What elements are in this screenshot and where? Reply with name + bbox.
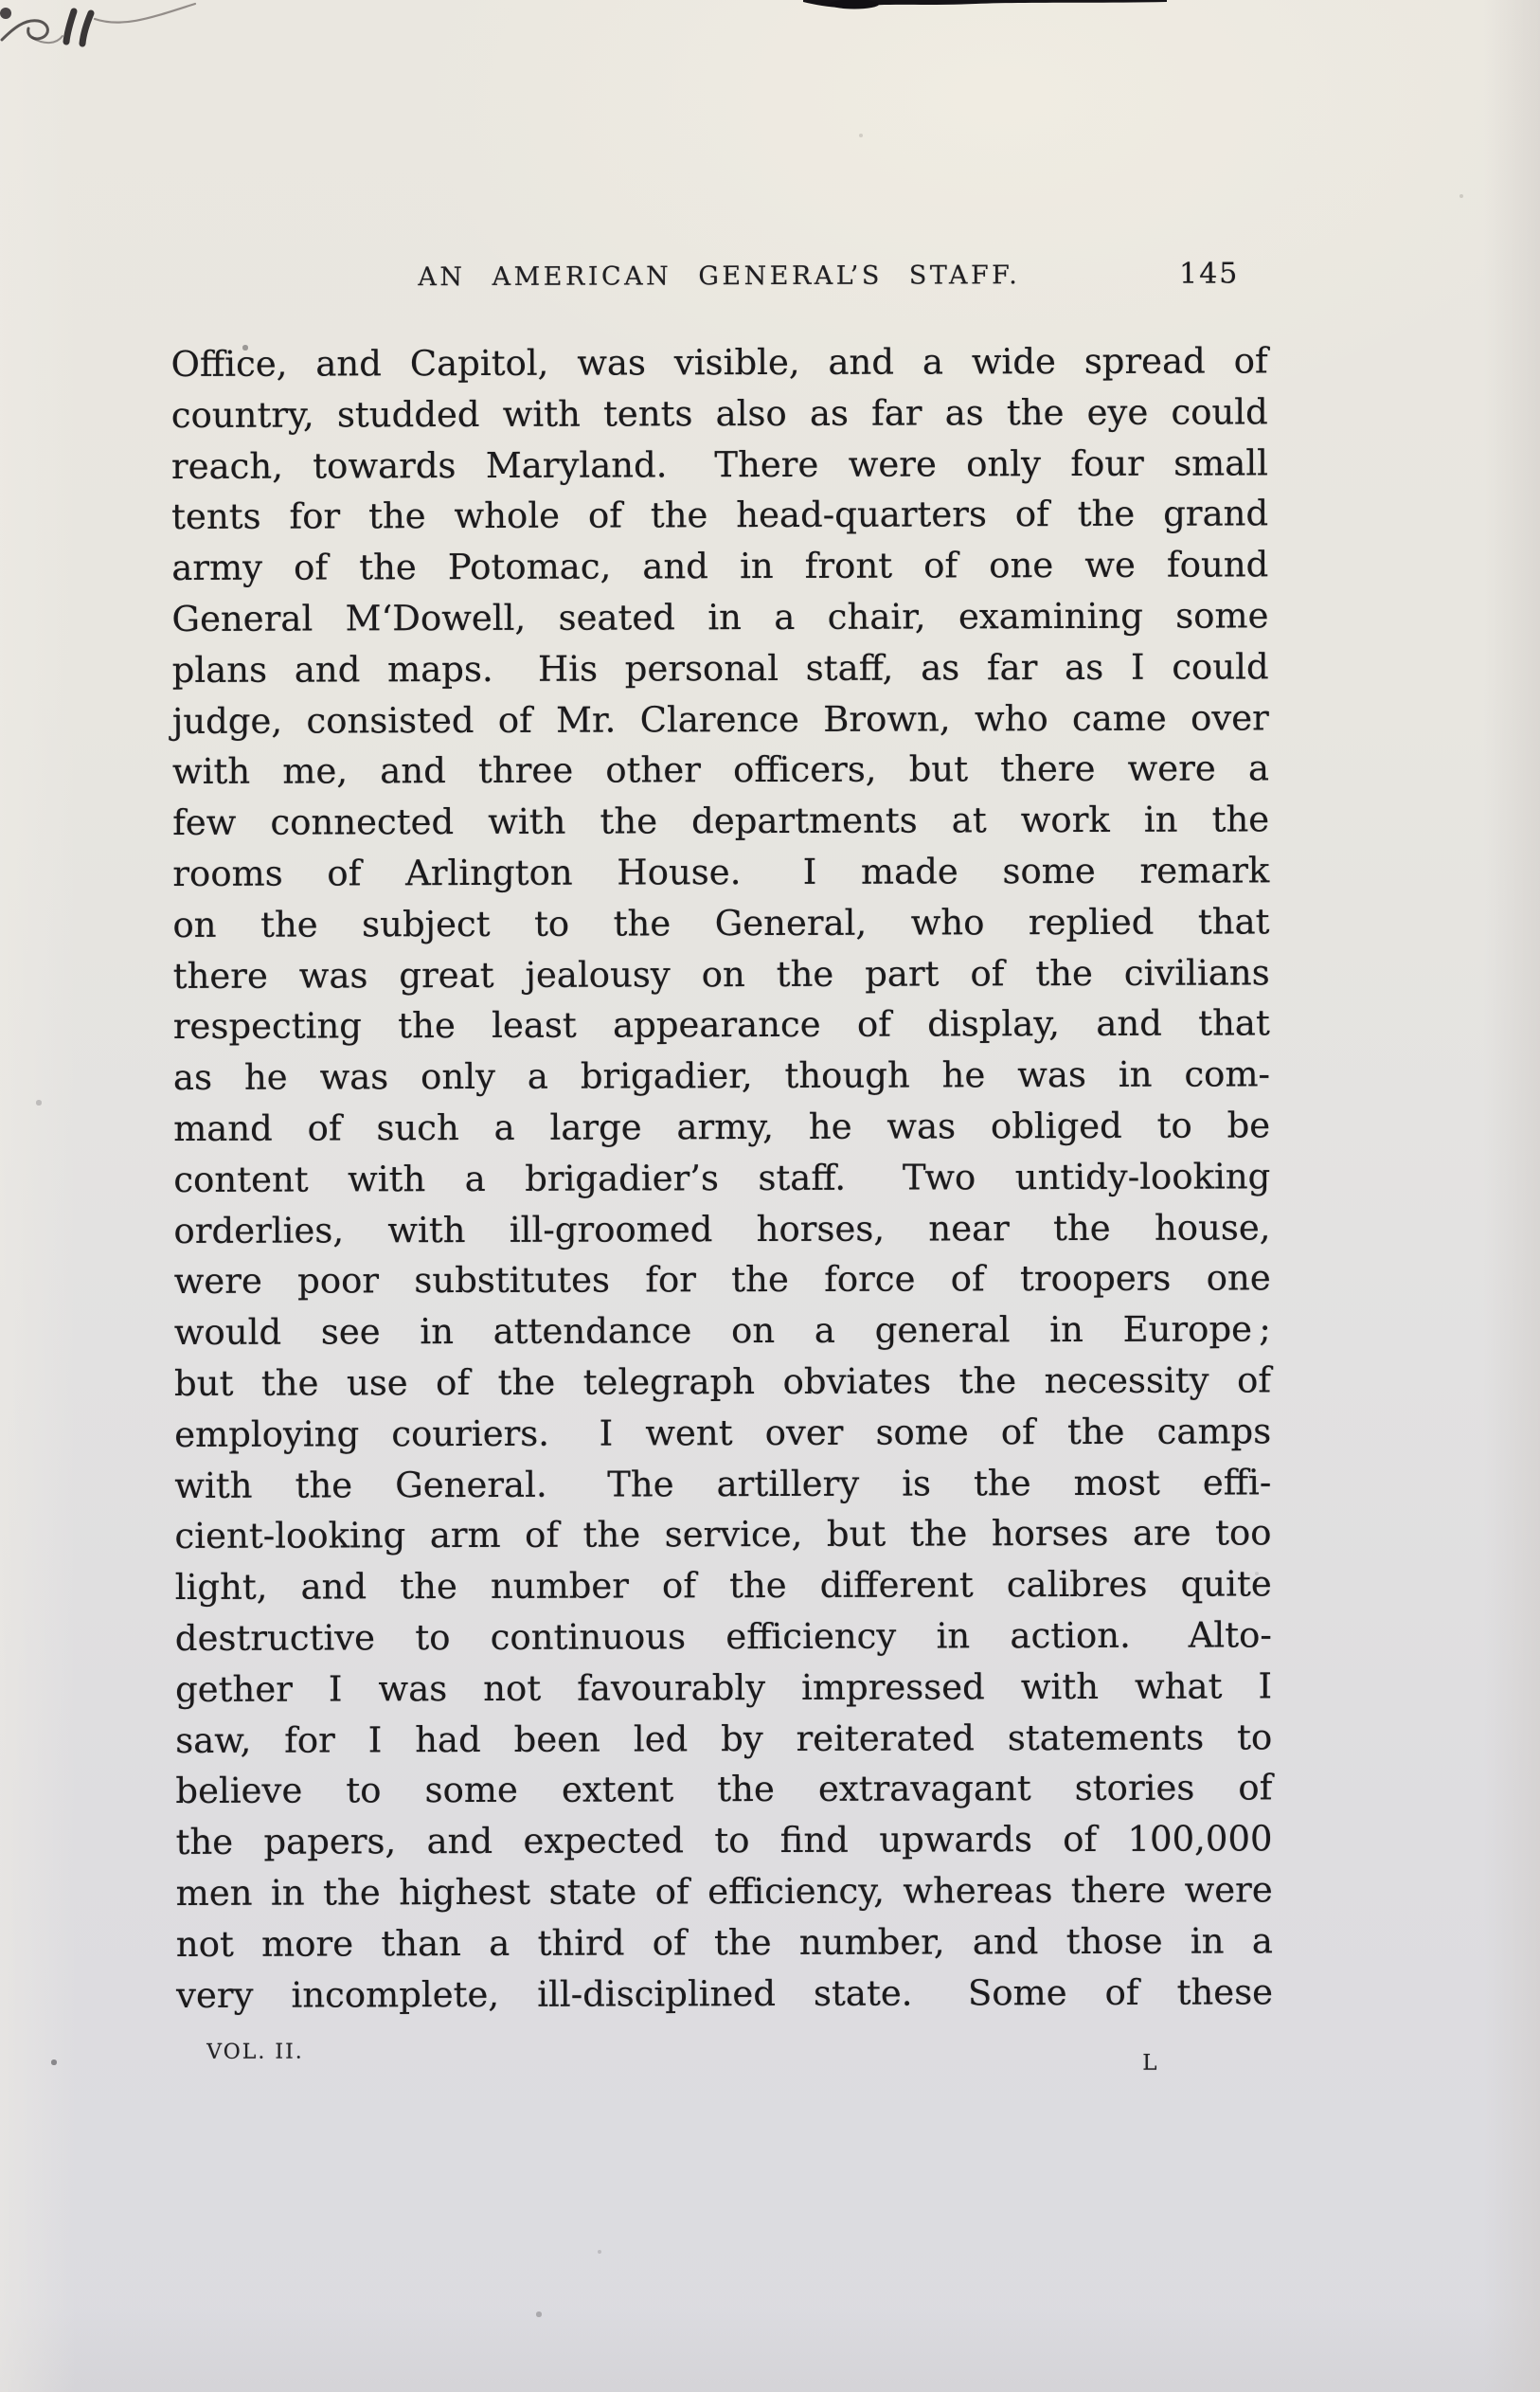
text-line: gether I was not favourably impressed with what I	[174, 1665, 1273, 1710]
printer-signature-mark: L	[1142, 2050, 1158, 2076]
text-line: tents for the whole of the head-quarters of the grand	[171, 493, 1269, 538]
text-line: with the General. The artillery is the most effi-	[174, 1461, 1272, 1506]
text-line: Office, and Capitol, was visible, and a wide spread of	[170, 340, 1268, 385]
text-line: army of the Potomac, and in front of one we found	[171, 544, 1269, 589]
running-head	[170, 257, 1267, 303]
text-line: General M‘Dowell, seated in a chair, examining some	[171, 595, 1269, 639]
text-line: judge, consisted of Mr. Clarence Brown, who came over	[171, 696, 1269, 742]
text-line: would see in attendance on a general in Europe ;	[173, 1308, 1271, 1354]
text-line: employing couriers. I went over some of the camps	[174, 1411, 1272, 1455]
text-line: country, studded with tents also as far as the eye could	[170, 391, 1268, 436]
page-footer	[176, 2037, 1273, 2097]
text-line: were poor substitutes for the force of troopers one	[173, 1257, 1271, 1303]
text-line: the papers, and expected to find upwards of 100,000	[175, 1818, 1273, 1863]
text-line: plans and maps. His personal staff, as far as I could	[171, 646, 1269, 691]
text-line: few connected with the departments at work in the	[172, 799, 1270, 844]
text-line: cient-looking arm of the service, but the horses are too	[174, 1512, 1272, 1557]
text-line: very incomplete, ill-disciplined state. Some of these	[175, 1970, 1274, 2016]
text-line: orderlies, with ill-groomed horses, near the house,	[173, 1206, 1271, 1251]
text-line: on the subject to the General, who replied that	[172, 901, 1270, 945]
text-line: light, and the number of the different calibres quite	[174, 1563, 1272, 1609]
text-line: content with a brigadier’s staff. Two untidy-looking	[173, 1156, 1271, 1200]
text-line: men in the highest state of efficiency, whereas there were	[175, 1869, 1273, 1914]
body-text	[171, 335, 1274, 2021]
text-line: reach, towards Maryland. There were only four small	[170, 441, 1269, 487]
text-line: as he was only a brigadier, though he was in com-	[172, 1053, 1271, 1099]
text-line: mand of such a large army, he was obliged to be	[173, 1105, 1271, 1149]
text-line: rooms of Arlington House. I made some remark	[172, 850, 1270, 894]
text-line: believe to some extent the extravagant stories of	[175, 1767, 1273, 1812]
text-line: but the use of the telegraph obviates the necessity of	[173, 1359, 1272, 1404]
text-line: destructive to continuous efficiency in action. Alto-	[174, 1614, 1272, 1659]
text-line: there was great jealousy on the part of the civilians	[172, 951, 1270, 997]
running-title: AN AMERICAN GENERAL’S STAFF.	[418, 261, 1021, 293]
text-line: saw, for I had been led by reiterated statements to	[175, 1716, 1273, 1761]
text-line: with me, and three other officers, but there were a	[171, 747, 1270, 793]
volume-label: VOL. II.	[206, 2040, 304, 2064]
page-number: 145	[1179, 257, 1240, 291]
text-line: respecting the least appearance of display, and that	[172, 1002, 1270, 1048]
text-line: not more than a third of the number, and those in a	[175, 1920, 1273, 1965]
